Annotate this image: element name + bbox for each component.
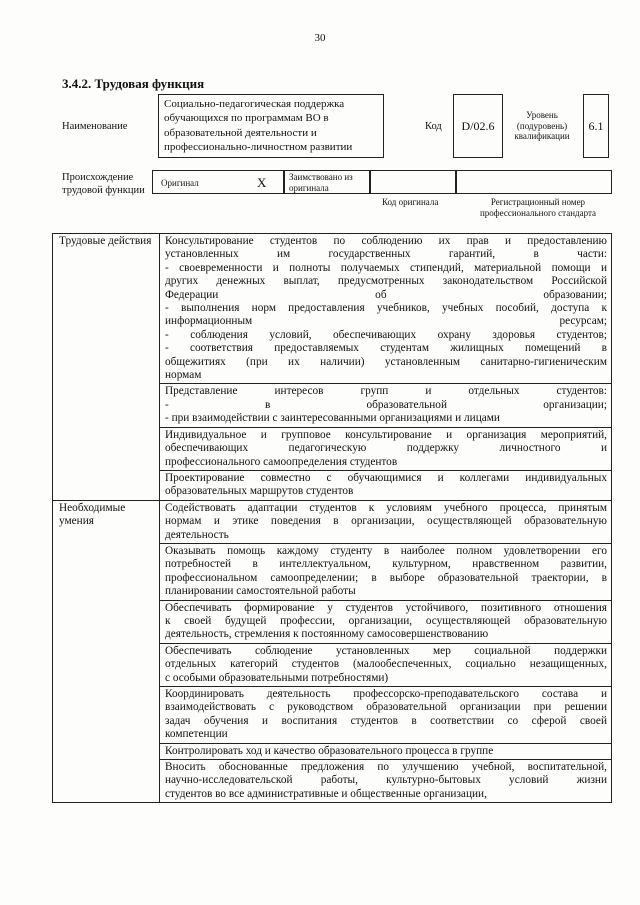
cell-line: нормам и этике поведения в организации, осуществляющей образовательную	[165, 515, 607, 528]
cell-line: Обеспечивать формирование у студентов устойчивого, позитивного отношения	[165, 601, 607, 614]
cell-line: информационным ресурсам;	[165, 315, 607, 328]
function-name-line: профессионально-личностном развитии	[164, 140, 353, 153]
origin-label	[62, 171, 145, 197]
cell-line: - соблюдения условий, обеспечивающих охрану здоровья студентов;	[165, 328, 607, 341]
origin-label-line: Происхождение	[62, 172, 134, 183]
cell-line: - при взаимодействии с заинтересованными организациями и лицами	[165, 412, 500, 425]
cell-line: Федерации об образовании;	[165, 288, 607, 301]
code-original-box	[370, 170, 456, 194]
cell-line: взаимодействовать с руководством образовательной организации при решении	[165, 701, 607, 714]
cell-line: компетенции	[165, 728, 228, 741]
function-name-line: образовательной деятельности и	[164, 126, 317, 139]
table-row	[53, 234, 612, 384]
cell-line: научно-исследовательской работы, культурно-бытовых условий жизни	[165, 774, 607, 787]
code-original-caption: Код оригинала	[382, 197, 439, 207]
code-label: Код	[425, 121, 442, 132]
section-title: 3.4.2. Трудовая функция	[62, 76, 205, 91]
function-name-line: обучающихся по программам ВО в	[164, 112, 329, 125]
page-number: 30	[314, 32, 326, 44]
category-cell: Необходимые умения	[53, 500, 160, 803]
borrowed-line: Заимствовано из	[289, 172, 353, 182]
category-cell: Трудовые действия	[53, 234, 160, 501]
cell-line: нормам	[165, 369, 202, 382]
cell-line: профессионального самоопределения студентов	[165, 455, 398, 468]
cell-line: Контролировать ход и качество образовательного процесса в группе	[165, 744, 494, 757]
cell-line: Оказывать помощь каждому студенту в наиболее полном удовлетворении его	[165, 544, 607, 557]
qualification-level-label	[508, 110, 576, 142]
borrowed-line: оригинала	[289, 182, 329, 193]
original-box	[152, 170, 284, 194]
cell-line: образовательных маршрутов студентов	[165, 485, 354, 498]
level-label-line: Уровень	[526, 110, 558, 120]
cell-line: отдельных категорий студентов (малообеспеченных, социально незащищенных,	[165, 658, 607, 671]
table-cell	[160, 384, 612, 427]
cell-line: Консультирование студентов по соблюдению их прав и предоставлению	[165, 235, 607, 247]
table-cell	[160, 427, 612, 470]
cell-line: студентов во все административные и общественные организации,	[165, 787, 487, 800]
code-value-box: D/02.6	[453, 94, 503, 158]
reg-number-box	[456, 170, 612, 194]
cell-line: общежитиях (при их наличии) установленным санитарно-гигиеническим	[165, 355, 607, 368]
reg-number-caption	[464, 197, 612, 218]
cell-line: других денежных выплат, предусмотренных законодательством Российской	[165, 275, 607, 288]
table-cell	[160, 760, 612, 803]
cell-line: деятельность	[165, 528, 229, 541]
level-value-box: 6.1	[583, 94, 609, 158]
original-label: Оригинал	[161, 178, 199, 188]
cell-line: деятельность, стремления к постоянному самосовершенствованию	[165, 628, 489, 641]
function-name-box	[158, 94, 384, 158]
table-cell	[160, 470, 612, 500]
cell-line: - соответствия предоставляемых студентам жилищных помещений в	[165, 342, 607, 355]
borrowed-box	[284, 170, 370, 194]
name-label: Наименование	[62, 121, 128, 132]
cell-line: Вносить обоснованные предложения по улучшению учебной, воспитательной,	[165, 761, 607, 774]
function-name-line: Социально-педагогическая поддержка	[164, 98, 345, 110]
reg-number-line: профессионального стандарта	[479, 207, 597, 218]
cell-line: Индивидуальное и групповое консультирование и организация мероприятий,	[165, 428, 607, 441]
cell-line: - в образовательной организации;	[165, 398, 607, 411]
table-cell	[160, 543, 612, 600]
cell-line: Представление интересов групп и отдельных студентов:	[165, 385, 607, 398]
origin-label-line: трудовой функции	[62, 185, 145, 196]
function-table	[52, 233, 612, 803]
table-row	[53, 500, 612, 543]
table-cell	[160, 643, 612, 686]
cell-line: с особыми образовательными потребностями)	[165, 671, 389, 684]
original-mark: X	[257, 175, 267, 190]
cell-line: установленных им государственных гарантий, в части:	[165, 248, 607, 261]
cell-line: задач обучения и воспитания студентов в соответствии со сферой своей	[165, 714, 607, 727]
cell-line: Координировать деятельность профессорско-преподавательского состава и	[165, 688, 607, 700]
table-cell	[160, 500, 612, 543]
cell-line: профессиональном самоопределении; в выборе образовательной траектории, в	[165, 571, 607, 584]
cell-line: обеспечивающих педагогическую поддержку личностного и	[165, 442, 607, 455]
level-label-line: (подуровень)	[516, 120, 568, 131]
cell-line: - своевременности и полноты получаемых стипендий, материальной помощи и	[165, 261, 607, 274]
cell-line: Проектирование совместно с обучающимися и коллегами индивидуальных	[165, 471, 607, 484]
cell-line: к своей будущей профессии, организации, осуществляющей образовательную	[165, 614, 607, 627]
cell-line: планировании самостоятельной работы	[165, 585, 356, 598]
cell-line: Обеспечивать соблюдение установленных мер социальной поддержки	[165, 644, 607, 657]
reg-number-line: Регистрационный номер	[490, 197, 586, 207]
table-cell	[160, 687, 612, 744]
level-label-line: квалификации	[514, 131, 570, 141]
cell-line: Содействовать адаптации студентов к условиям учебного процесса, принятым	[165, 501, 607, 514]
table-cell	[160, 600, 612, 643]
table-cell	[160, 743, 612, 759]
cell-line: потребностей в интеллектуальном, культурном, нравственном развитии,	[165, 558, 607, 571]
table-cell	[160, 234, 612, 384]
cell-line: - выполнения норм предоставления учебников, учебных пособий, доступа к	[165, 302, 607, 315]
